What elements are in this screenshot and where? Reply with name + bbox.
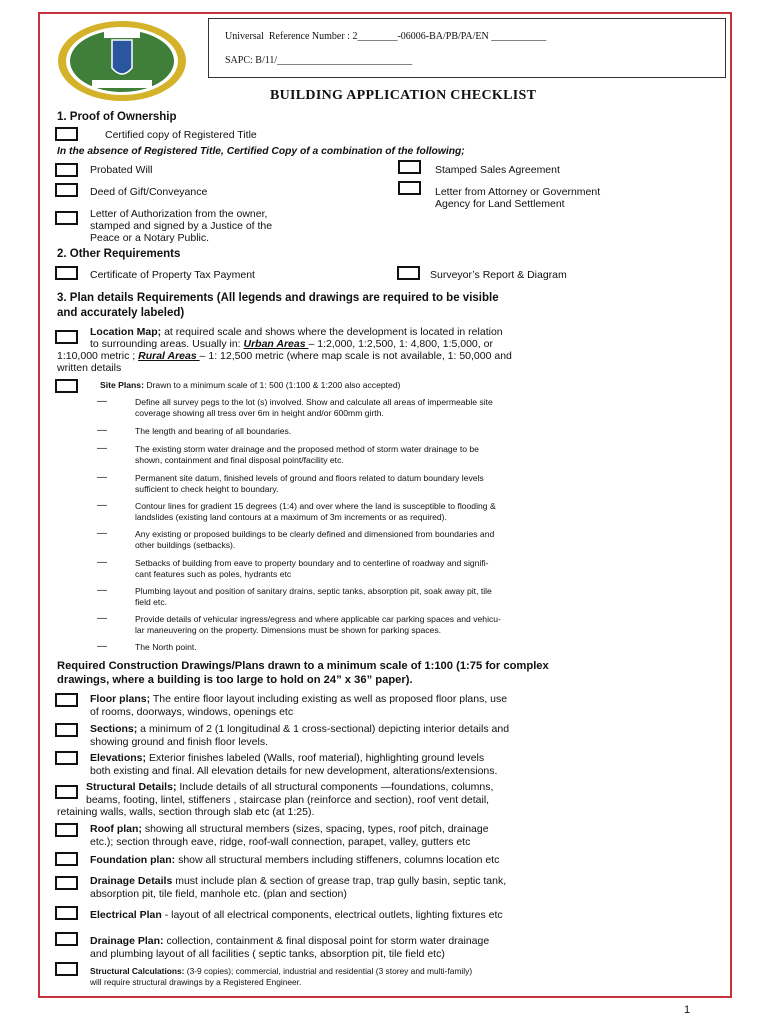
construction-heading-1: Required Construction Drawings/Plans drawn to a minimum scale of 1:100 (1:75 for complex (57, 660, 549, 672)
site-item-8-line-1: Plumbing layout and position of sanitary drains, septic tanks, absorption pit, soak away pit, tile (135, 586, 492, 596)
section-2-heading: 2. Other Requirements (57, 248, 181, 260)
floor-plans-line-2: of rooms, doorways, windows, openings etc (90, 706, 294, 718)
section-3-heading-1: 3. Plan details Requirements (All legends and drawings are required to be visible (57, 292, 499, 304)
checkbox-deed-of-gift[interactable] (55, 183, 78, 197)
site-item-1-line-2: coverage showing all tress over 6m in height and/or 600mm girth. (135, 408, 384, 418)
item-dash: — (97, 425, 107, 436)
construction-heading-2: drawings, where a building is too large to hold on 24” x 36” paper). (57, 674, 413, 686)
authorization-label-2: stamped and signed by a Justice of the (90, 220, 273, 232)
property-tax-label: Certificate of Property Tax Payment (90, 269, 255, 281)
checkbox-drainage-details[interactable] (55, 876, 78, 890)
section-3-heading-2: and accurately labeled) (57, 307, 185, 319)
site-item-9-line-1: Provide details of vehicular ingress/egress and where applicable car parking spaces and vehicu- (135, 614, 501, 624)
reference-number-line: Universal Reference Number : 2________-06006-BA/PB/PA/EN ___________ (225, 31, 547, 42)
checkbox-attorney-letter[interactable] (398, 181, 421, 195)
structural-details-line-1: Structural Details; Include details of all structural components —foundations, columns, (86, 781, 494, 793)
foundation-plan-line: Foundation plan: show all structural members including stiffeners, columns location etc (90, 854, 500, 866)
site-item-5-line-1: Contour lines for gradient 15 degrees (1:4) and over where the land is susceptible to flooding & (135, 501, 496, 511)
sapc-line: SAPC: B/11/___________________________ (225, 55, 413, 66)
item-dash: — (97, 472, 107, 483)
checkbox-surveyor-report[interactable] (397, 266, 420, 280)
roof-plan-line-2: etc.); section through eave, ridge, roof-wall connection, parapet, valley, gutters etc (90, 836, 471, 848)
checkbox-property-tax[interactable] (55, 266, 78, 280)
attorney-letter-label-1: Letter from Attorney or Government (435, 186, 601, 198)
drainage-plan-line-2: and plumbing layout of all facilities ( septic tanks, absorption pit, tile field etc) (90, 948, 445, 960)
sections-line-1: Sections; a minimum of 2 (1 longitudinal & 1 cross-sectional) depicting interior details and (90, 723, 510, 735)
roof-plan-line-1: Roof plan; showing all structural members (sizes, spacing, types, roof pitch, drainage (90, 823, 489, 835)
section-1-heading: 1. Proof of Ownership (57, 111, 177, 123)
site-item-3-line-1: The existing storm water drainage and the proposed method of storm water drainage to be (135, 444, 479, 454)
site-item-4-line-1: Permanent site datum, finished levels of ground and floors related to datum boundary levels (135, 473, 484, 483)
checkbox-certified-title[interactable] (55, 127, 78, 141)
item-dash: — (97, 613, 107, 624)
site-item-4-line-2: sufficient to check height to boundary. (135, 484, 279, 494)
drainage-details-line-2: absorption pit, tile field, manhole etc. (plan and section) (90, 888, 347, 900)
page-number: 1 (684, 1004, 691, 1016)
checkbox-foundation-plan[interactable] (55, 852, 78, 866)
checkbox-stamped-sales[interactable] (398, 160, 421, 174)
page-title: BUILDING APPLICATION CHECKLIST (270, 88, 537, 103)
absence-note: In the absence of Registered Title, Certified Copy of a combination of the following; (57, 146, 465, 157)
coat-of-arms-seal-icon (52, 18, 192, 103)
item-dash: — (97, 500, 107, 511)
checkbox-drainage-plan[interactable] (55, 932, 78, 946)
surveyor-report-label: Surveyor’s Report & Diagram (430, 269, 567, 281)
checkbox-structural-calculations[interactable] (55, 962, 78, 976)
checkbox-location-map[interactable] (55, 330, 78, 344)
site-item-3-line-2: shown, containment and final disposal point/facility etc. (135, 455, 344, 465)
checkbox-roof-plan[interactable] (55, 823, 78, 837)
sections-line-2: showing ground and finish floor levels. (90, 736, 269, 748)
site-item-10-line-1: The North point. (135, 642, 197, 652)
item-dash: — (97, 585, 107, 596)
attorney-letter-label-2: Agency for Land Settlement (435, 198, 565, 210)
certified-title-label: Certified copy of Registered Title (105, 129, 257, 141)
item-dash: — (97, 443, 107, 454)
site-item-7-line-2: cant features such as poles, hydrants etc (135, 569, 292, 579)
site-item-2-line-1: The length and bearing of all boundaries. (135, 426, 292, 436)
stamped-sales-label: Stamped Sales Agreement (435, 164, 560, 176)
electrical-plan-line: Electrical Plan - layout of all electrical components, electrical outlets, lighting fixtures etc (90, 909, 503, 921)
elevations-line-2: both existing and final. All elevation details for new development, alterations/extensions. (90, 765, 498, 777)
checkbox-sections[interactable] (55, 723, 78, 737)
deed-of-gift-label: Deed of Gift/Conveyance (90, 186, 208, 198)
site-item-8-line-2: field etc. (135, 597, 168, 607)
site-item-9-line-2: lar maneuvering on the property. Dimensions must be shown for parking spaces. (135, 625, 442, 635)
item-dash: — (97, 641, 107, 652)
checkbox-electrical-plan[interactable] (55, 906, 78, 920)
site-item-5-line-2: landslides (existing land contours at a maximum of 3m increments or as required). (135, 512, 447, 522)
checkbox-letter-authorization[interactable] (55, 211, 78, 225)
drainage-plan-line-1: Drainage Plan: collection, containment & final disposal point for storm water drainage (90, 935, 490, 947)
checkbox-structural-details[interactable] (55, 785, 78, 799)
site-item-1-line-1: Define all survey pegs to the lot (s) involved. Show and calculate all areas of impermeable site (135, 397, 493, 407)
elevations-line-1: Elevations; Exterior finishes labeled (Walls, roof material), highlighting ground levels (90, 752, 485, 764)
structural-details-line-2: beams, footing, lintel, stiffeners , staircase plan (reinforce and section), roof vent detail, (86, 794, 490, 806)
checkbox-floor-plans[interactable] (55, 693, 78, 707)
structural-details-line-3: retaining walls, walls, section through slab etc (at 1:25). (57, 806, 315, 818)
authorization-label-1: Letter of Authorization from the owner, (90, 208, 268, 220)
floor-plans-line-1: Floor plans; The entire floor layout including existing as well as proposed floor plans, use (90, 693, 508, 705)
checkbox-probated-will[interactable] (55, 163, 78, 177)
item-dash: — (97, 557, 107, 568)
item-dash: — (97, 528, 107, 539)
site-plans-line: Site Plans: Drawn to a minimum scale of 1: 500 (1:100 & 1:200 also accepted) (100, 380, 401, 390)
location-map-line-2: to surrounding areas. Usually in: Urban Areas – 1:2,000, 1:2,500, 1: 4,800, 1:5,000, or (90, 338, 493, 350)
item-dash: — (97, 396, 107, 407)
structural-calc-line-1: Structural Calculations: (3-9 copies); commercial, industrial and residential (3 storey and multi-family) (90, 966, 473, 976)
probated-will-label: Probated Will (90, 164, 153, 176)
site-item-6-line-2: other buildings (setbacks). (135, 540, 236, 550)
location-map-line-1: Location Map; at required scale and shows where the development is located in relation (90, 326, 503, 338)
reference-number-box (208, 18, 726, 78)
structural-calc-line-2: will require structural drawings by a Registered Engineer. (90, 977, 302, 987)
authorization-label-3: Peace or a Notary Public. (90, 232, 210, 244)
site-item-6-line-1: Any existing or proposed buildings to be clearly defined and dimensioned from boundaries and (135, 529, 495, 539)
drainage-details-line-1: Drainage Details must include plan & section of grease trap, trap gully basin, septic tank, (90, 875, 507, 887)
location-map-line-4: written details (57, 362, 122, 374)
checkbox-elevations[interactable] (55, 751, 78, 765)
site-item-7-line-1: Setbacks of building from eave to property boundary and to centerline of roadway and signifi- (135, 558, 489, 568)
checkbox-site-plans[interactable] (55, 379, 78, 393)
location-map-line-3: 1:10,000 metric ; Rural Areas – 1: 12,500 metric (where map scale is not available, 1: 50,000 and (57, 350, 512, 362)
